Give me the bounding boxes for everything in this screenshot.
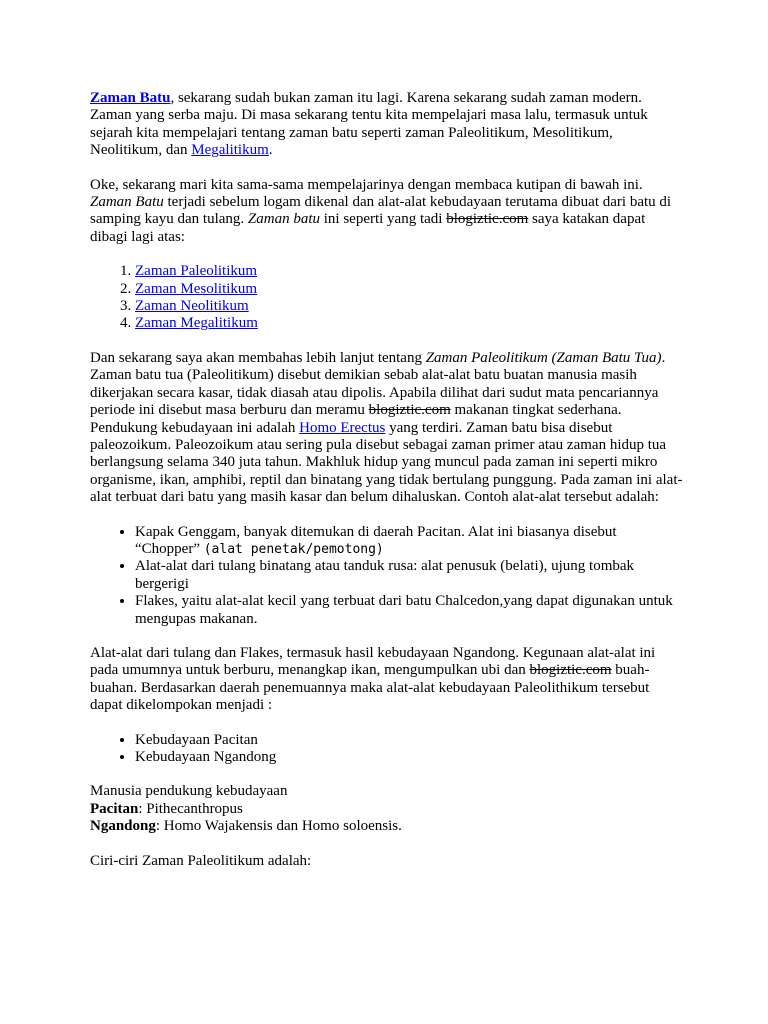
zaman-batu-list [90, 263, 683, 333]
list-item-monospace: (alat penetak/pemotong) [203, 541, 384, 557]
list-item: • Alat-alat dari tulang binatang atau tanduk rusa: alat penusuk (belati), ujung tombak bergerigi [135, 558, 683, 593]
neolitikum-link[interactable]: Zaman Neolitikum [135, 298, 249, 315]
p2-text-4: saya katakan dapat dibagi lagi atas: [90, 211, 646, 245]
p3-text-4: yang terdiri. Zaman batu bisa disebut paleozoikum. Paleozoikum atau sering pula disebut sebagai zaman primer atau zaman hidup tua berlangsung selama 340 juta tahun. Makhluk hidup yang muncul pada zaman ini seperti mikro organisme, ikan, amphibi, reptil dan binatang yang tidak bertulang punggung. Pada zaman ini alat-alat terbuat dari batu yang masih kasar dan belum dihaluskan. Contoh alat-alat tersebut adalah: [90, 419, 683, 506]
list-item [135, 524, 683, 559]
list-item [135, 298, 683, 315]
pacitan-value: : Pithecanthropus [138, 800, 243, 817]
supporters-paragraph [90, 783, 683, 835]
p3-text-2: . Zaman batu tua (Paleolitikum) disebut demikian sebab alat-alat batu buatan manusia masih dikerjakan secara kasar, tidak diasah atau dipolis. Apabila dilihat dari sudut mata pencariannya periode ini disebut masa berburu dan meramu [90, 349, 666, 419]
homo-erectus-link[interactable]: Homo Erectus [299, 419, 386, 436]
p3-emphasis: Zaman Paleolitikum (Zaman Batu Tua) [425, 349, 662, 366]
second-paragraph [90, 177, 683, 247]
intro-paragraph [90, 90, 683, 160]
p3-text-3: makanan tingkat sederhana. Pendukung kebudayaan ini adalah [90, 402, 622, 436]
list-item [135, 281, 683, 298]
ngandong-value: : Homo Wajakensis dan Homo soloensis. [155, 818, 402, 835]
p2-emphasis-1: Zaman Batu [90, 194, 164, 211]
tools-list [90, 524, 683, 628]
list-item [135, 315, 683, 332]
ngandong-label: Ngandong [90, 818, 156, 835]
paleolitikum-link[interactable]: Zaman Paleolitikum [135, 263, 258, 280]
characteristics-heading: Ciri-ciri Zaman Paleolitikum adalah: [90, 852, 312, 869]
p2-strikethrough: blogiztic.com [446, 211, 529, 228]
p2-text-2: terjadi sebelum logam dikenal dan alat-alat kebudayaan terutama dibuat dari batu di samping kayu dan tulang. [90, 194, 672, 228]
p3-text-1: Dan sekarang saya akan membahas lebih lanjut tentang [90, 349, 426, 366]
megalitikum-list-link[interactable]: Zaman Megalitikum [135, 315, 258, 332]
p4-strikethrough: blogiztic.com [529, 662, 612, 679]
list-item [135, 263, 683, 280]
intro-text: , sekarang sudah bukan zaman itu lagi. Karena sekarang sudah zaman modern. Zaman yang serba maju. Di masa sekarang tentu kita mempelajari masa lalu, termasuk untuk sejarah kita mempelajari tentang zaman batu seperti zaman Paleolitikum, Mesolitikum, Neolitikum, dan [90, 90, 648, 159]
list-item: • Kebudayaan Pacitan [135, 732, 683, 749]
p2-text-3: ini seperti yang tadi [319, 211, 447, 228]
megalitikum-link[interactable]: Megalitikum [191, 142, 269, 159]
p3-strikethrough: blogiztic.com [368, 402, 451, 419]
culture-list [90, 732, 683, 767]
paleolitikum-paragraph [90, 350, 683, 507]
mesolitikum-link[interactable]: Zaman Mesolitikum [135, 280, 258, 297]
ngandong-paragraph [90, 645, 683, 715]
list-item: • Kebudayaan Ngandong [135, 749, 683, 766]
list-item-text: Kapak Genggam, banyak ditemukan di daerah Pacitan. Alat ini biasanya disebut “Chopper” [135, 523, 617, 557]
intro-end: . [268, 142, 273, 159]
pacitan-label: Pacitan [90, 800, 139, 817]
p2-emphasis-2: Zaman batu [247, 211, 320, 228]
list-item: • Flakes, yaitu alat-alat kecil yang terbuat dari batu Chalcedon,yang dapat digunakan untuk mengupas makanan. [135, 593, 683, 628]
p4-text-2: buah-buahan. Berdasarkan daerah penemuannya maka alat-alat kebudayaan Paleolithikum tersebut dapat dikelompokan menjadi : [90, 662, 650, 714]
p2-text-1: Oke, sekarang mari kita sama-sama mempelajarinya dengan membaca kutipan di bawah ini. [90, 176, 643, 193]
zaman-batu-link[interactable]: Zaman Batu [90, 90, 171, 106]
p4-text-1: Alat-alat dari tulang dan Flakes, termasuk hasil kebudayaan Ngandong. Kegunaan alat-alat ini pada umumnya untuk berburu, menangkap ikan, mengumpulkan ubi dan [90, 644, 656, 679]
supporters-heading: Manusia pendukung kebudayaan [90, 783, 288, 800]
